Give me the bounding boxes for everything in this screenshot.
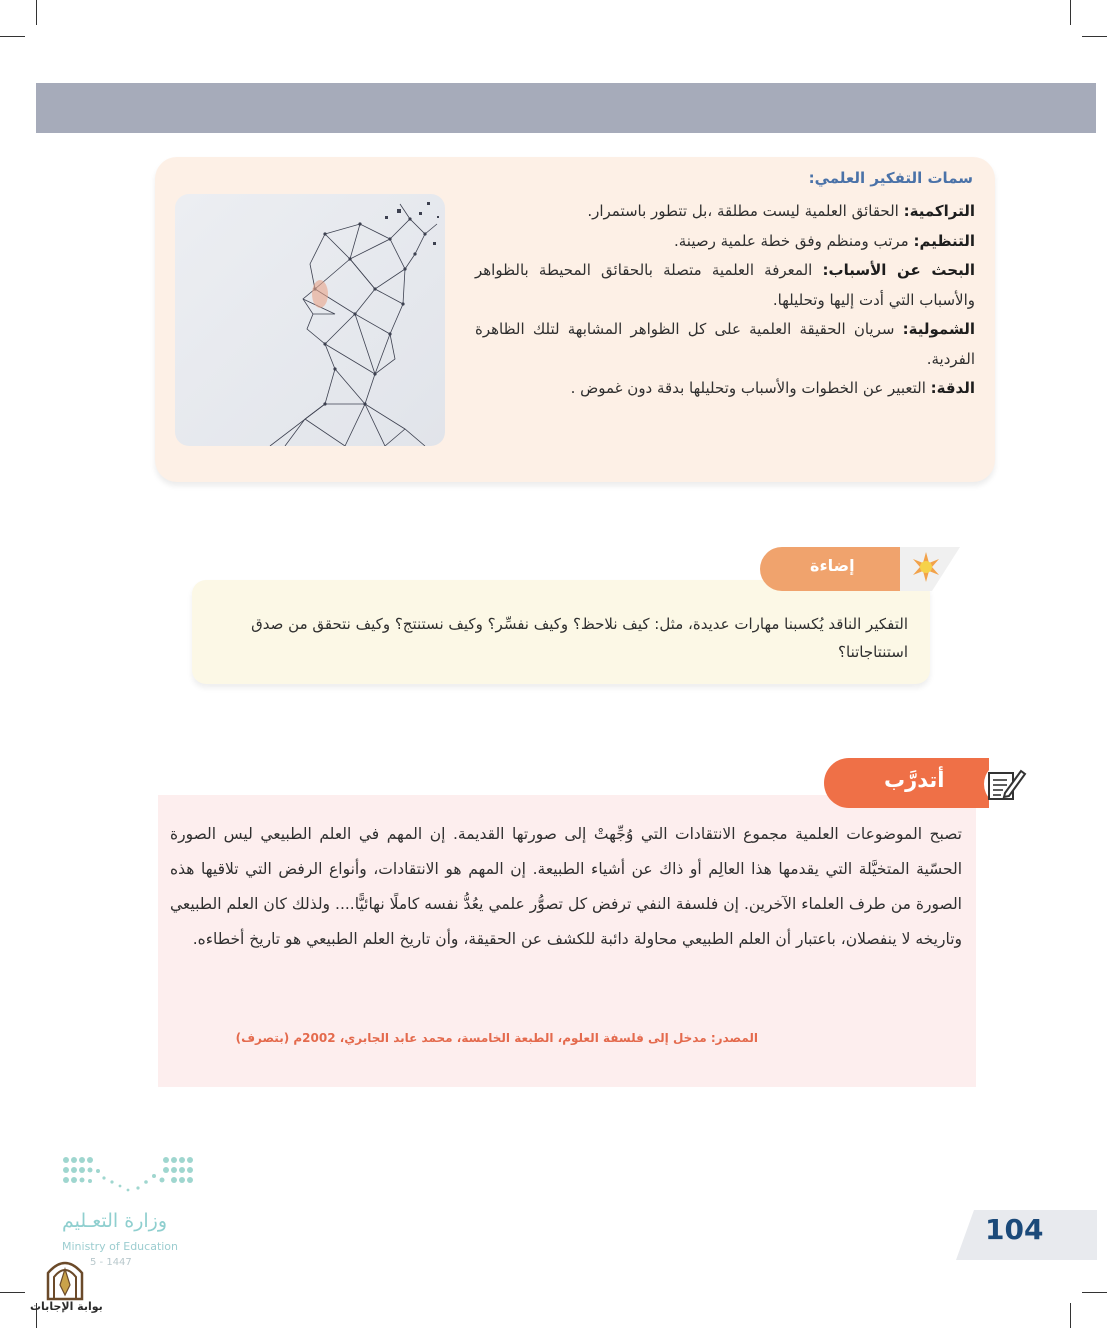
edition-year: 5 - 1447 <box>90 1257 132 1268</box>
idaa-card <box>192 580 930 684</box>
crop-mark <box>1070 0 1071 25</box>
crop-mark <box>0 1292 25 1293</box>
trait-term: التنظيم: <box>913 231 975 250</box>
trait-item <box>475 227 975 257</box>
trait-item <box>475 374 975 404</box>
practice-card <box>158 795 976 1087</box>
idaa-tab <box>760 547 918 591</box>
practice-tab <box>824 758 989 808</box>
portal-logo-icon <box>44 1255 86 1301</box>
trait-term: التراكمية: <box>903 202 975 220</box>
crop-mark <box>1070 1303 1071 1328</box>
ministry-logo-icon <box>60 1152 200 1202</box>
ministry-name-en: Ministry of Education <box>62 1240 179 1253</box>
crop-mark <box>1082 36 1107 37</box>
header-band <box>36 83 1096 133</box>
polygon-head-illustration <box>175 194 445 446</box>
scientific-thinking-card <box>155 157 995 482</box>
trait-text: الحقائق العلمية ليست مطلقة ،بل تتطور باستمرار. <box>587 202 904 220</box>
trait-text: مرتب ومنظم وفق خطة علمية رصينة. <box>674 231 914 250</box>
ministry-name-ar: وزارة التعـليم <box>62 1210 168 1232</box>
trait-text: التعبير عن الخطوات والأسباب وتحليلها بدقة دون غموض . <box>570 379 931 397</box>
trait-item <box>475 315 975 374</box>
idaa-label: إضاءة <box>810 556 855 575</box>
practice-text: تصبح الموضوعات العلمية مجموع الانتقادات التي وُجِّهتْ إلى صورتها القديمة. إن المهم في العلم الطبيعي ليس الصورة الحسّية المتخيَّلة التي يقدمها هذا العالِم أو ذاك عن أشياء الطبيعة. إن المهم هو الانتقادات، وأنواع الرفض التي تلاقيها هذه الصورة من طرف العلماء الآخرين. إن فلسفة النفي ترفض كل تصوُّر علمي يعُدُّ نفسه كاملًا نهائيًّا.... ولذلك كان العلم الطبيعي وتاريخه لا ينفصلان، باعتبار أن العلم الطبيعي محاولة دائبة للكشف عن الحقيقة، وأن تاريخ العلم الطبيعي هو تاريخ أخطاءه. <box>170 825 962 948</box>
crop-mark <box>36 0 37 25</box>
crop-mark <box>1082 1292 1107 1293</box>
sun-icon <box>900 547 960 591</box>
trait-item <box>475 197 975 227</box>
trait-text: المعرفة العلمية متصلة بالحقائق المحيطة بالظواهر والأسباب التي أدت إليها وتحليلها. <box>475 261 975 309</box>
trait-term: البحث عن الأسباب: <box>822 261 976 279</box>
crop-mark <box>0 36 25 37</box>
polygon-head-icon <box>175 194 445 446</box>
traits-list <box>475 197 975 404</box>
page-number: 104 <box>985 1213 1044 1246</box>
trait-term: الدقة: <box>930 379 975 397</box>
trait-term: الشمولية: <box>902 320 975 338</box>
trait-text: سريان الحقيقة العلمية على كل الظواهر المشابهة لتلك الظاهرة الفردية. <box>475 320 975 368</box>
trait-item <box>475 256 975 315</box>
idaa-text: التفكير الناقد يُكسبنا مهارات عديدة، مثل: كيف نلاحظ؟ وكيف نفسِّر؟ وكيف نستنتج؟ وكيف نتحقق من صدق استنتاجاتنا؟ <box>251 615 908 661</box>
portal-name: بوابة الإجابات <box>30 1300 103 1313</box>
practice-label: أتدرَّب <box>884 768 945 792</box>
card-title: سمات التفكير العلمي: <box>808 169 973 187</box>
source-citation: المصدر: مدخل إلى فلسفة العلوم، الطبعة الخامسة، محمد عابد الجابري، 2002م (بتصرف) <box>235 1031 758 1045</box>
pencil-note-icon <box>983 761 1029 807</box>
